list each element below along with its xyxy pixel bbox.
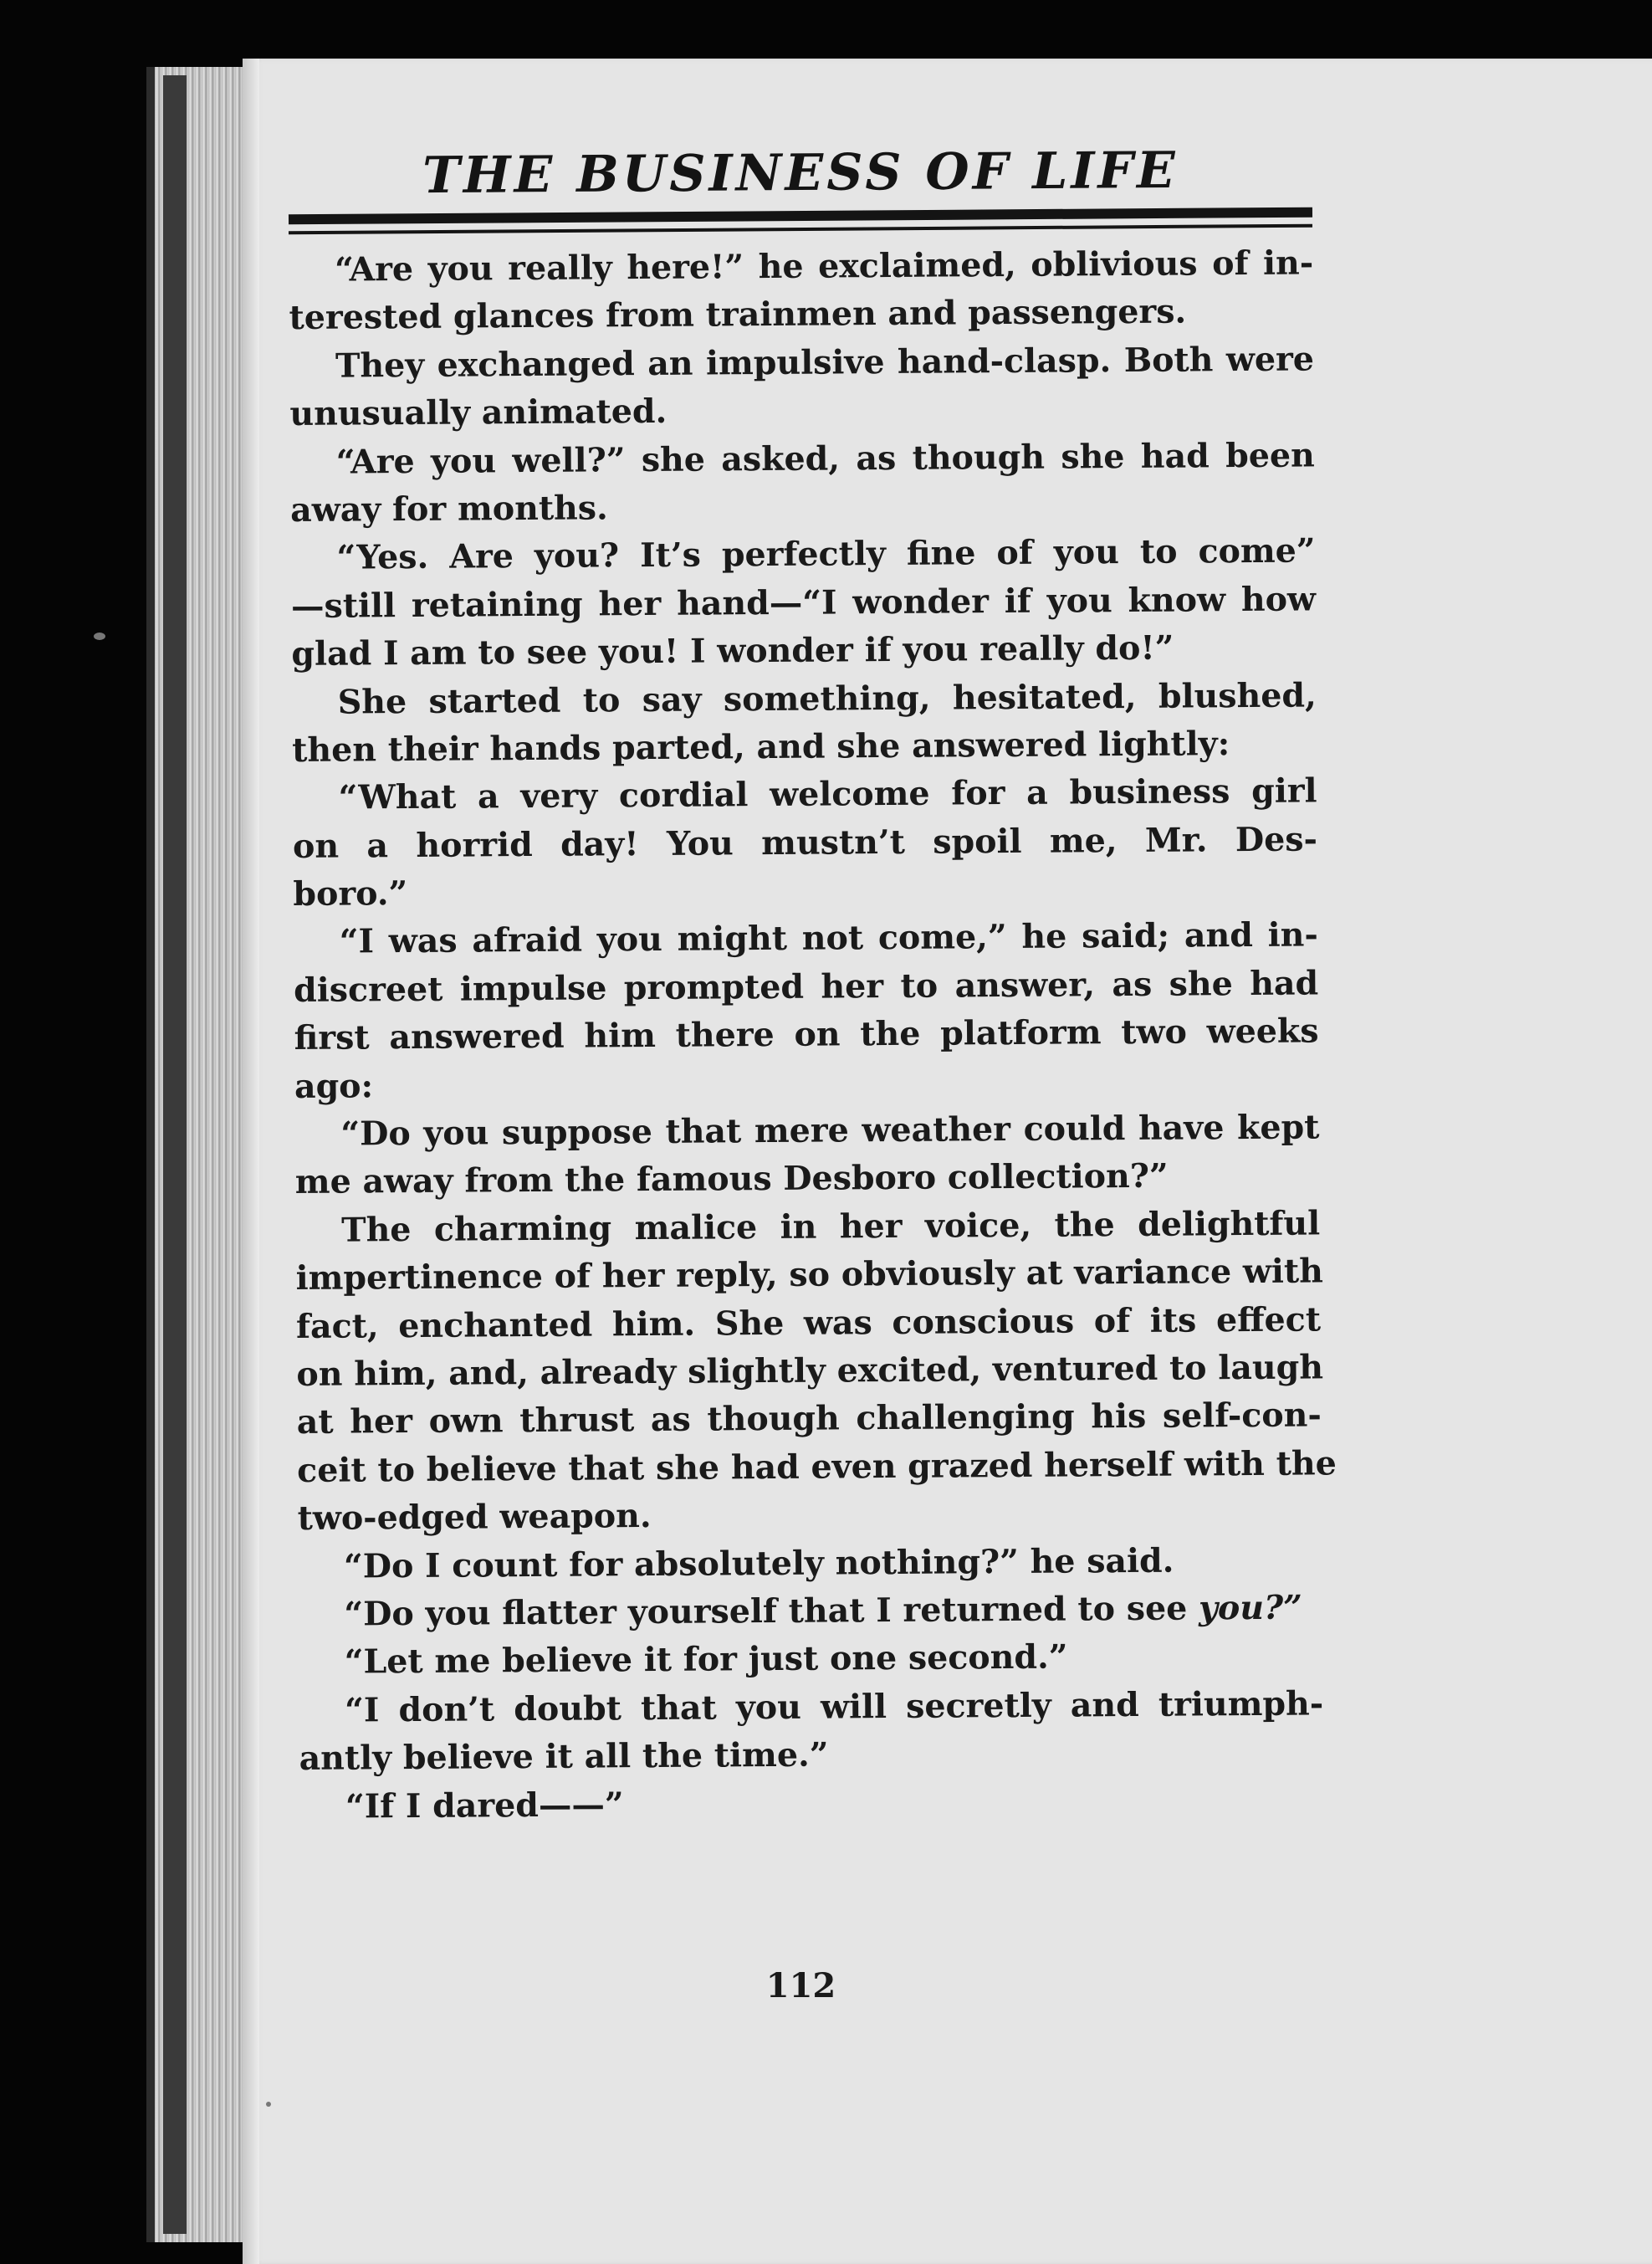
text-line (299, 1776, 1324, 1831)
emphasized-word: you?” (1198, 1588, 1303, 1628)
text-line (289, 239, 1313, 295)
text-line-content: “Do you suppose that mere weather could have kept (340, 1108, 1320, 1154)
text-line-content: on a horrid day! You mustn’t spoil me, Mr. Des- (292, 820, 1318, 866)
text-line (299, 1680, 1323, 1735)
text-line (292, 672, 1317, 727)
text-line-content: “Are you well?” she asked, as though she had been (335, 436, 1315, 482)
text-line (289, 336, 1314, 391)
text-line-content: ago: (294, 1066, 374, 1106)
text-line-content: two-edged weapon. (297, 1497, 652, 1539)
text-line (289, 384, 1314, 439)
text-line (290, 432, 1315, 487)
text-line-content: discreet impulse prompted her to answer, as she had (294, 964, 1319, 1010)
text-line-content: ceit to believe that she had even grazed herself with the (297, 1444, 1337, 1490)
text-line (294, 1008, 1318, 1063)
text-line-content: on him, and, already slightly excited, ventured to laugh (296, 1348, 1324, 1394)
text-line (291, 624, 1316, 679)
running-title: THE BUSINESS OF LIFE (422, 141, 1179, 206)
text-line (299, 1632, 1323, 1688)
text-line-content: She started to say something, hesitated, blushed, (337, 675, 1317, 722)
text-line (290, 479, 1315, 535)
text-line (290, 528, 1315, 583)
text-line-content: “I was afraid you might not come,” he said; and in- (339, 915, 1318, 962)
text-line-content: —still retaining her hand—“I wonder if you know how (290, 580, 1317, 626)
text-line-content: “Let me believe it for just one second.” (344, 1637, 1068, 1682)
text-line (293, 864, 1317, 919)
page-number: 112 (765, 1966, 836, 2005)
text-line (297, 1488, 1322, 1544)
text-line (299, 1729, 1323, 1784)
binding-shadow (163, 75, 187, 2234)
text-line (292, 720, 1317, 775)
text-line (297, 1440, 1337, 1495)
text-line (294, 960, 1318, 1015)
text-line-content: then their hands parted, and she answered lightly: (292, 725, 1230, 770)
text-line-content: They exchanged an impulsive hand-clasp. Both were (335, 340, 1315, 386)
text-line-content: “If I dared——” (345, 1785, 624, 1826)
text-line-content: fact, enchanted him. She was conscious of its effect (295, 1300, 1322, 1346)
page-gutter (243, 59, 259, 2264)
text-line (291, 576, 1316, 631)
text-line-content: at her own thrust as though challenging his self-con- (296, 1396, 1322, 1442)
text-line-content: “What a very cordial welcome for a business girl (338, 771, 1317, 817)
text-line (294, 1056, 1319, 1111)
text-line-content: terested glances from trainmen and passengers. (289, 292, 1187, 338)
text-line-content: “Do I count for absolutely nothing?” he said. (343, 1541, 1174, 1586)
text-line (289, 288, 1313, 343)
text-line (297, 1392, 1322, 1447)
text-line (298, 1536, 1322, 1591)
text-line (295, 1248, 1324, 1304)
text-line (296, 1296, 1321, 1351)
text-line (294, 1104, 1319, 1159)
text-line-content: me away from the famous Desboro collection?” (294, 1157, 1169, 1202)
text-line (295, 1152, 1320, 1207)
text-line-content: glad I am to see you! I wonder if you really do!” (291, 628, 1174, 674)
text-line (298, 1584, 1322, 1639)
text-line-content: away for months. (290, 489, 608, 530)
scan-speck (94, 633, 105, 640)
scan-speck (266, 2102, 271, 2107)
text-line-content: boro.” (293, 874, 408, 914)
text-line-content: “Yes. Are you? It’s perfectly fine of you to come” (336, 531, 1316, 577)
text-line (295, 1200, 1320, 1255)
text-line (292, 768, 1317, 823)
text-line-content: impertinence of her reply, so obviously at variance with (295, 1252, 1324, 1298)
text-line (296, 1344, 1324, 1399)
text-line-content: first answered him there on the platform two weeks (294, 1012, 1319, 1058)
text-line-content: “Do you flatter yourself that I returned to see (344, 1589, 1199, 1634)
text-line (293, 816, 1317, 871)
text-line (294, 912, 1318, 967)
text-line-content: “I don’t doubt that you will secretly and triumph- (345, 1684, 1324, 1730)
text-line-content: unusually animated. (289, 392, 667, 434)
text-line-content: antly believe it all the time.” (299, 1735, 829, 1779)
text-line-content: The charming malice in her voice, the delightful (341, 1204, 1321, 1250)
body-text (289, 239, 1337, 1831)
text-line-content: “Are you really here!” he exclaimed, oblivious of in- (335, 243, 1314, 289)
